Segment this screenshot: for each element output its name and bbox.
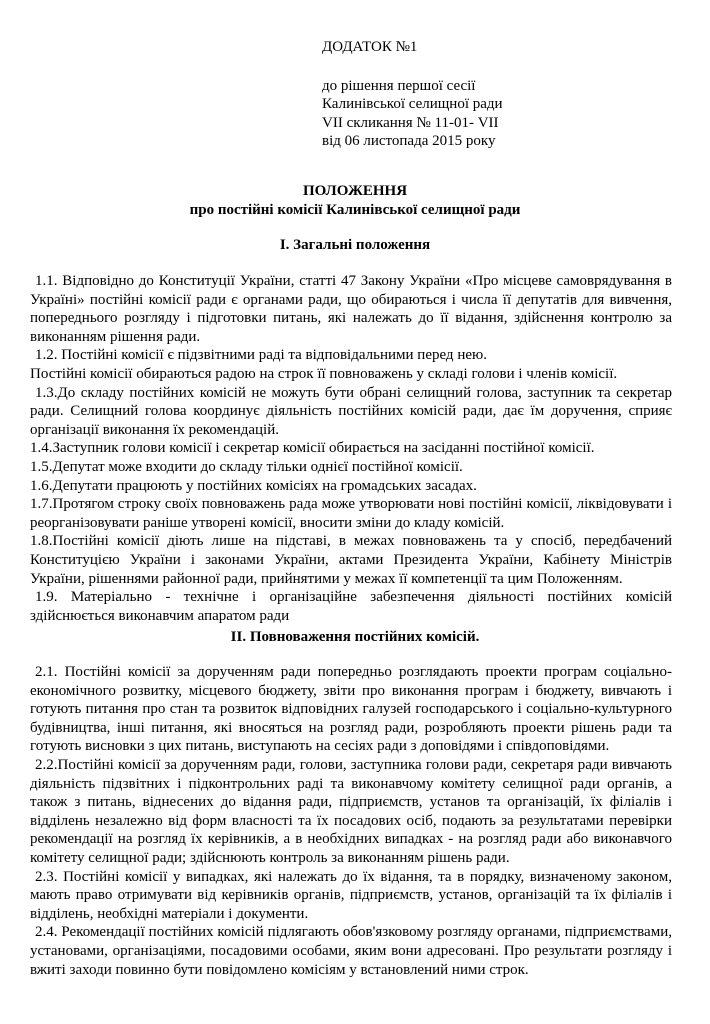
document-subtitle: про постійні комісії Калинівської селищної ради — [189, 201, 521, 218]
annex-line: від 06 листопада 2015 року — [322, 133, 496, 150]
paragraph: 2.4. Рекомендації постійних комісій підлягають обов'язковому розгляду органами, підприємствами, установами, організаціями, посадовими особами, яким вони адресовані. Про результати розгляду і вжиті заходи повинно бути повідомлено комісіям у встановлений ними строк. — [30, 924, 672, 978]
section-2-heading: ІІ. Повноваження постійних комісій. — [230, 629, 480, 645]
paragraph: 2.1. Постійні комісії за дорученням ради попередньо розглядають проекти програм соціально-економічного розвитку, місцевого бюджету, звіти про виконання програм і бюджету, вивчають і готують питання про стан та розвиток відповідних галузей господарського і соціально-культурного будівництва, інші питання, які вносяться на розгляд ради, розробляють проекти рішень ради та готують висновки з цих питань, виступають на сесіях ради з доповідями і співдоповідями. — [30, 664, 672, 755]
paragraph: 1.3.До складу постійних комісій не можуть бути обрані селищний голова, заступник та секретар ради. Селищний голова координує діяльність постійних комісій ради, дає їм доручення, сприяє організації виконання їх рекомендацій. — [30, 384, 672, 438]
annex-block — [322, 38, 503, 151]
document-title-block — [0, 182, 710, 219]
paragraph: 1.4.Заступник голови комісії і секретар комісії обирається на засіданні постійної комісії. — [30, 440, 595, 457]
paragraph: 1.1. Відповідно до Конституції України, статті 47 Закону України «Про місцеве самоврядування в Україні» постійні комісії ради є органами ради, що обираються і числа її депутатів для вивчення, попереднього розгляду і підготовки питань, які належать до її відання, здійснення контролю за виконанням рішення ради. — [30, 273, 672, 345]
paragraph: 1.5.Депутат може входити до складу тільки однієї постійної комісії. — [30, 458, 463, 475]
section-1-body — [30, 272, 672, 625]
paragraph: 1.7.Протягом строку своїх повноважень рада може утворювати нові постійні комісії, ліквідовувати і реорганізовувати раніше утворені комісії, вносити зміни до кладу комісій. — [30, 496, 672, 531]
paragraph: 1.2. Постійні комісії є підзвітними раді та відповідальними перед нею. — [35, 347, 487, 364]
paragraph: 1.8.Постійні комісії діють лише на підставі, в межах повноважень та у спосіб, передбачений Конституцією України і законами України, актами Президента України, Кабінету Міністрів України, рішеннями районної ради, прийнятими у межах її компетенції та цим Положенням. — [30, 533, 672, 587]
section-1-heading: І. Загальні положення — [279, 237, 431, 253]
paragraph: 2.2.Постійні комісії за дорученням ради, голови, заступника голови ради, секретаря ради вивчають діяльність підзвітних і підконтрольних раді та виконавчому комітету селищної ради органів, а також з питань, віднесених до відання ради, підприємств, установ та організацій, їх філіалів і відділень незалежно від форм власності та їх посадових осіб, подають за результатами перевірки рекомендації на розгляд їх керівників, а в необхідних випадках - на розгляд ради або виконавчого комітету селищної ради; здійснюють контроль за виконанням рішень ради. — [30, 756, 672, 866]
paragraph: Постійні комісії обираються радою на строк її повноважень у складі голови і членів комісії. — [30, 365, 618, 382]
paragraph: 1.9. Матеріально - технічне і організаційне забезпечення діяльності постійних комісій здійснюється виконавчим апаратом ради — [30, 589, 672, 624]
annex-line: Калинівської селищної ради — [322, 96, 503, 113]
document-title: ПОЛОЖЕННЯ — [302, 183, 408, 199]
paragraph: 2.3. Постійні комісії у випадках, які належать до їх відання, та в порядку, визначеному законом, мають право отримувати від керівників органів, підприємств, установ, організацій та їх філіалів і відділень, необхідні матеріали і документи. — [30, 868, 672, 922]
annex-title: ДОДАТОК №1 — [322, 39, 418, 55]
paragraph: 1.6.Депутати працюють у постійних комісіях на громадських засадах. — [30, 477, 477, 494]
annex-line: VII скликання № 11-01- VII — [322, 114, 499, 131]
section-2-body — [30, 663, 672, 979]
annex-line: до рішення першої сесії — [322, 77, 476, 94]
